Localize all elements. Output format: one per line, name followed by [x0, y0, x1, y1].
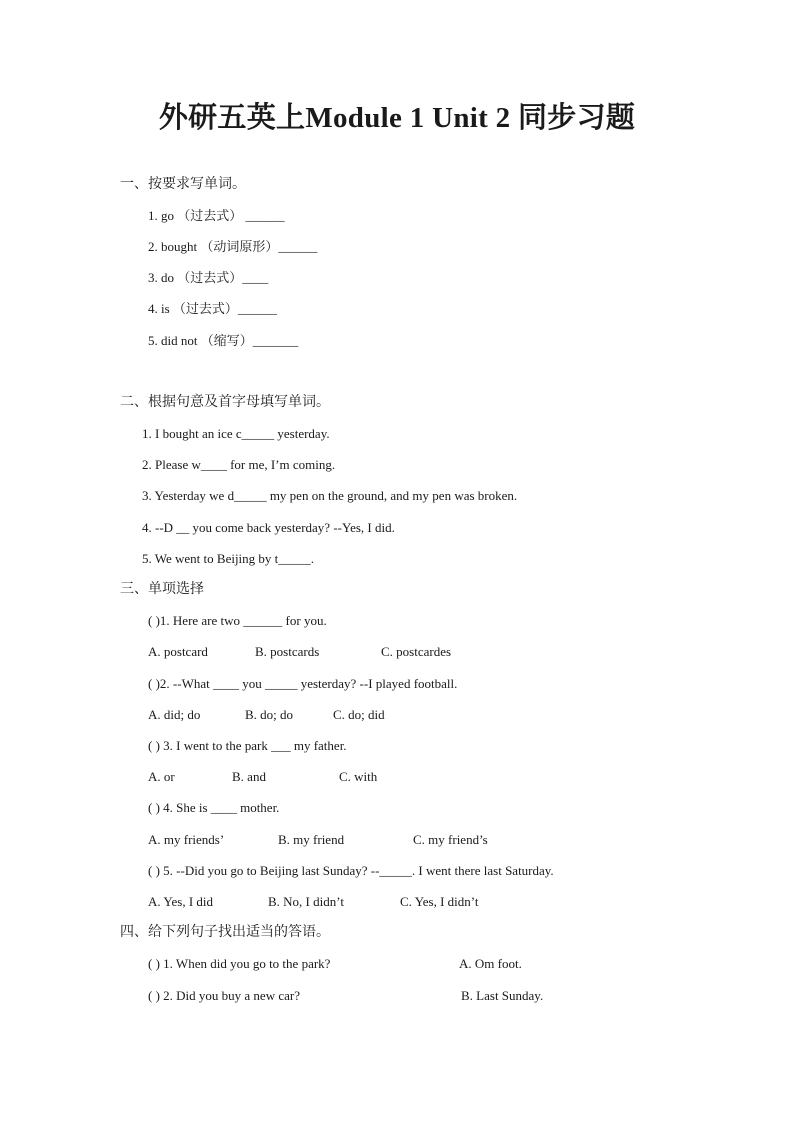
question-4-option-c: C. my friend’s — [413, 832, 488, 847]
section-2-heading: 二、根据句意及首字母填写单词。 — [120, 395, 330, 410]
section-1-heading: 一、按要求写单词。 — [120, 177, 246, 192]
question-1-stem: ( )1. Here are two ______ for you. — [148, 613, 327, 628]
page-title: 外研五英上Module 1 Unit 2 同步习题 — [158, 102, 636, 134]
section-2-item-4: 4. --D __ you come back yesterday? --Yes, I did. — [142, 520, 395, 535]
section-1-item-3: 3. do （过去式）____ — [148, 270, 269, 285]
question-4-option-a: A. my friends’ — [148, 832, 225, 847]
section-2-item-1: 1. I bought an ice c_____ yesterday. — [142, 426, 330, 441]
section-3-heading: 三、单项选择 — [120, 582, 204, 597]
question-4-stem: ( ) 4. She is ____ mother. — [148, 800, 280, 815]
question-2-option-c: C. do; did — [333, 707, 385, 722]
section-1-item-5: 5. did not （缩写）_______ — [148, 333, 299, 348]
matching-question-1: ( ) 1. When did you go to the park? — [148, 956, 331, 971]
question-3-stem: ( ) 3. I went to the park ___ my father. — [148, 738, 347, 753]
question-1-option-b: B. postcards — [255, 644, 320, 659]
question-2-stem: ( )2. --What ____ you _____ yesterday? --I played football. — [148, 676, 458, 691]
question-5-option-c: C. Yes, I didn’t — [400, 894, 479, 909]
question-5-option-b: B. No, I didn’t — [268, 894, 344, 909]
section-1-item-4: 4. is （过去式）______ — [148, 301, 277, 316]
question-3-option-c: C. with — [339, 769, 378, 784]
section-2-item-2: 2. Please w____ for me, I’m coming. — [142, 457, 336, 472]
question-3-option-a: A. or — [148, 769, 175, 784]
section-2-item-3: 3. Yesterday we d_____ my pen on the ground, and my pen was broken. — [142, 488, 518, 503]
section-2-item-5: 5. We went to Beijing by t_____. — [142, 551, 315, 566]
question-4-option-b: B. my friend — [278, 832, 345, 847]
question-2-option-a: A. did; do — [148, 707, 201, 722]
matching-question-2: ( ) 2. Did you buy a new car? — [148, 988, 300, 1003]
question-1-option-c: C. postcardes — [381, 644, 452, 659]
matching-answer-b: B. Last Sunday. — [461, 988, 544, 1003]
question-1-option-a: A. postcard — [148, 644, 208, 659]
matching-answer-a: A. Om foot. — [459, 956, 522, 971]
section-1-item-1: 1. go （过去式） ______ — [148, 208, 285, 223]
section-1-item-2: 2. bought （动词原形）______ — [148, 239, 318, 254]
question-5-option-a: A. Yes, I did — [148, 894, 214, 909]
section-4-heading: 四、给下列句子找出适当的答语。 — [120, 925, 330, 940]
question-3-option-b: B. and — [232, 769, 266, 784]
question-2-option-b: B. do; do — [245, 707, 294, 722]
question-5-stem: ( ) 5. --Did you go to Beijing last Sunday? --_____. I went there last Saturday. — [148, 863, 554, 878]
